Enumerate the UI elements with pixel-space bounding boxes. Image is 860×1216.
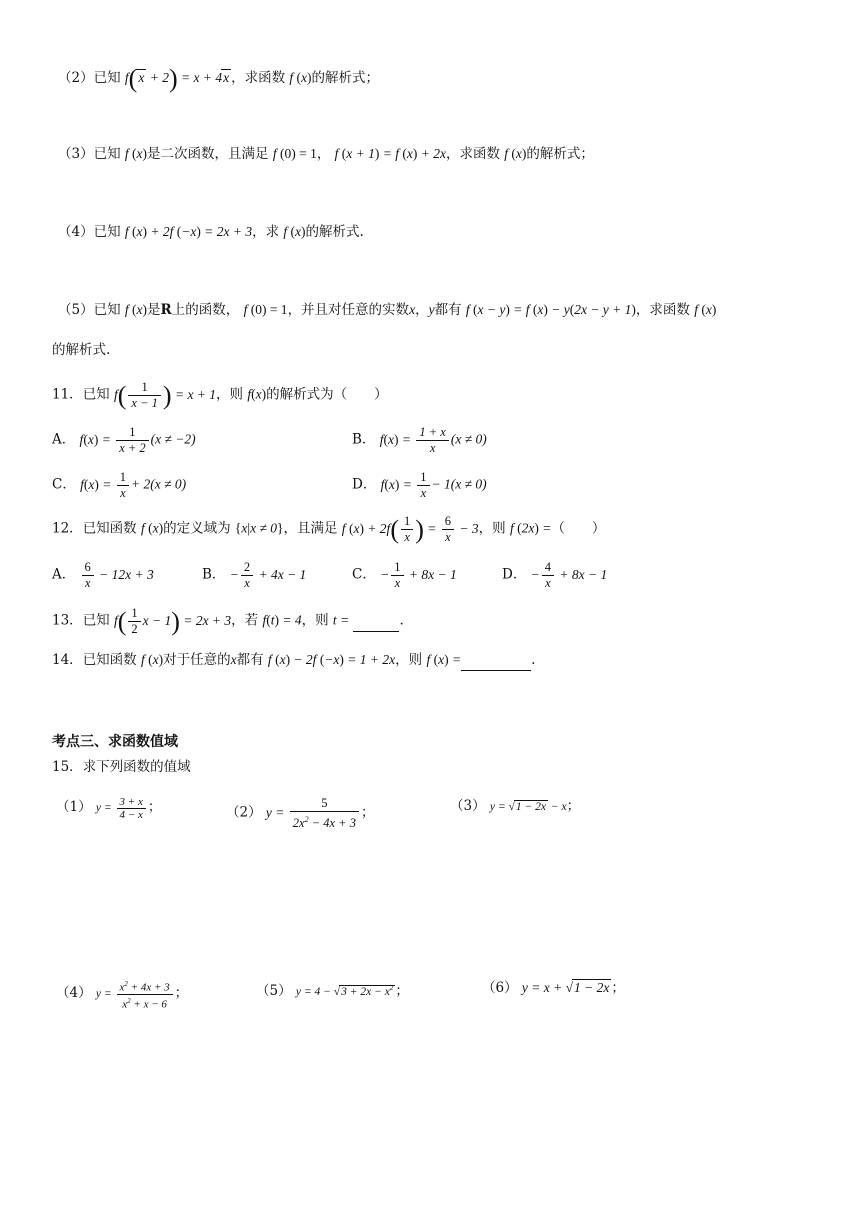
option-12-c[interactable]	[352, 560, 457, 591]
condition: + 2(x ≠ 0)	[131, 476, 187, 492]
option-11-a[interactable]	[52, 425, 196, 456]
option-label: C．	[52, 476, 76, 493]
formula: f( $\frac{1}{2}$ x − 1) = 2x + 3	[113, 606, 232, 636]
formula: f (2x) =	[509, 520, 552, 536]
formula: y = $\frac{5}{2x^2 - 4x + 3}$	[266, 805, 361, 820]
option-11-d[interactable]	[352, 470, 487, 501]
text: ，且满足	[283, 520, 338, 537]
item-number: （4）	[58, 224, 94, 240]
option-label: A．	[52, 431, 76, 448]
sub-label: （4）	[56, 984, 92, 1001]
item-number: （3）	[58, 146, 94, 162]
formula: f(t) = 4	[262, 612, 302, 628]
text: 都有	[236, 652, 264, 668]
section-heading: 考点三、求函数值域	[52, 734, 178, 750]
problem-10-4	[58, 222, 364, 242]
text: 上的函数，	[171, 302, 240, 318]
text: 的解析式.	[52, 342, 111, 358]
text: ，若	[231, 612, 259, 629]
formula: f (x − y) = f (x) − y(2x − y + 1)	[465, 302, 636, 317]
sub-15-4	[56, 978, 188, 1010]
separator: ；	[174, 984, 189, 1001]
sub-15-1	[56, 796, 161, 821]
sub-label: （2）	[226, 804, 262, 821]
answer-blank[interactable]	[461, 650, 531, 671]
question-15	[52, 757, 191, 777]
option-label: D．	[352, 476, 377, 493]
option-label: C．	[352, 566, 376, 583]
formula: y = $\frac{x^2 + 4x + 3}{x^2 + x - 6}$	[96, 988, 175, 1000]
comma: ，	[316, 146, 331, 162]
problem-10-5: （5）已知 f (x)是R上的函数， f (0) = 1，并且对任意的实数x，y都有 f (x − y) = f (x) − y(2x − y + 1)，求函数 f (x)	[58, 302, 717, 318]
sub-label: （1）	[56, 799, 92, 816]
text: 已知	[93, 70, 121, 86]
item-number: 13．	[52, 612, 83, 629]
formula: f (0) = 1	[243, 302, 288, 317]
condition: (x ≠ 0)	[450, 431, 487, 447]
formula: y = √1 − 2x − x	[489, 801, 567, 813]
formula: f (x)	[504, 146, 527, 161]
text: .	[531, 652, 536, 668]
formula: f (x)	[140, 520, 164, 536]
formula: f (x)	[140, 652, 164, 667]
option-label: B．	[202, 566, 226, 583]
text: 都有	[434, 302, 462, 318]
text: 已知函数	[82, 652, 137, 668]
text: ，求	[252, 224, 280, 240]
formula: f (x + 1) = f (x) + 2x	[334, 146, 446, 161]
option-12-d[interactable]	[502, 560, 607, 591]
separator: ；	[147, 799, 162, 816]
question-14	[52, 650, 535, 671]
formula: {x|x ≠ 0}	[234, 520, 284, 536]
sub-15-5	[256, 978, 409, 1002]
formula: f(x) = $\frac{1}{x}$	[80, 477, 131, 492]
item-number: （5）	[58, 302, 94, 318]
text: 是二次函数，且满足	[147, 146, 269, 162]
formula: y = x + √1 − 2x	[521, 980, 610, 995]
separator: ；	[395, 982, 409, 999]
formula: f(x)	[247, 386, 267, 402]
text: 的解析式；	[311, 70, 380, 86]
text: ，并且对任意的实数	[287, 302, 410, 318]
sub-label: （5）	[256, 982, 292, 999]
sub-15-6	[482, 978, 625, 998]
formula: f (x)	[124, 302, 148, 317]
formula: x	[409, 302, 416, 317]
option-label: D．	[502, 566, 527, 583]
formula: − $\frac{4}{x}$ + 8x − 1	[530, 560, 608, 590]
option-12-a[interactable]	[52, 560, 154, 591]
formula: f( $\frac{1}{x - 1}$ ) = x + 1	[113, 380, 217, 410]
text: 是	[147, 302, 161, 318]
text: 的定义域为	[163, 520, 231, 537]
problem-10-5-cont	[52, 340, 110, 360]
item-number: 14．	[52, 652, 83, 668]
option-12-b[interactable]	[202, 560, 306, 591]
formula: f (x) =	[426, 652, 462, 667]
formula: − $\frac{2}{x}$ + 4x − 1	[229, 560, 307, 590]
text: ，则	[216, 386, 244, 403]
formula: $y = 4 - √3 + 2x - x^2$	[295, 984, 394, 998]
text: （ ）	[551, 520, 606, 537]
formula: f(x) = $\frac{1}{x + 2}$	[80, 432, 151, 447]
formula: f (x) − 2f (−x) = 1 + 2x	[267, 652, 396, 667]
formula: f(x) = $\frac{1 + x}{x}$	[380, 432, 451, 447]
text: 的解析式为（ ）	[266, 386, 388, 403]
formula: f (x) + 2f( $\frac{1}{x}$ ) = $\frac{6}{x}$ − 3	[341, 514, 479, 544]
formula: y	[428, 302, 435, 317]
text: 的解析式；	[526, 146, 594, 162]
option-11-b[interactable]	[352, 425, 487, 456]
formula: f(x + 2) = x + 4x	[124, 63, 230, 93]
text: ，则	[301, 612, 329, 629]
text: 已知函数	[82, 520, 137, 537]
item-number: 15．	[52, 759, 83, 775]
formula: f (x)	[694, 302, 717, 317]
sub-15-3	[450, 796, 580, 817]
text: .	[399, 612, 404, 629]
option-11-c[interactable]	[52, 470, 186, 501]
problem-10-2	[58, 63, 380, 93]
text: 已知	[93, 146, 121, 162]
separator: ；	[360, 804, 375, 821]
formula: $\frac{6}{x}$ − 12x + 3	[80, 567, 154, 582]
formula: f(x) = $\frac{1}{x}$	[381, 477, 432, 492]
text: ，则	[478, 520, 506, 537]
formula: t =	[332, 612, 350, 628]
item-number: （2）	[58, 70, 94, 86]
text: ，求函数	[231, 70, 286, 86]
option-label: A．	[52, 566, 76, 583]
text: 对于任意的	[163, 652, 231, 668]
question-12	[52, 514, 605, 545]
formula: f (x)	[289, 70, 312, 85]
formula: f (x) + 2f (−x) = 2x + 3	[124, 224, 253, 239]
sub-label: （3）	[450, 798, 486, 814]
problem-10-3	[58, 144, 594, 164]
text: 已知	[93, 224, 121, 240]
text: 求下列函数的值域	[82, 759, 191, 775]
text: ，则	[395, 652, 423, 668]
formula: f (0) = 1	[272, 146, 317, 161]
text: 已知	[82, 386, 110, 403]
separator: ；	[566, 798, 581, 814]
answer-blank[interactable]	[353, 611, 399, 632]
condition: (x ≠ −2)	[150, 431, 196, 447]
text: 的解析式.	[305, 224, 364, 240]
text: 已知	[82, 612, 110, 629]
question-13	[52, 606, 404, 637]
sub-label: （6）	[482, 980, 518, 996]
formula: − $\frac{1}{x}$ + 8x − 1	[380, 560, 457, 590]
item-number: 12．	[52, 520, 83, 537]
option-label: B．	[352, 431, 376, 448]
question-11	[52, 380, 388, 411]
real-set-symbol: R	[160, 302, 172, 318]
formula: y = $\frac{3 + x}{4 - x}$	[96, 802, 148, 814]
text: ，求函数	[445, 146, 500, 162]
separator: ；	[611, 980, 625, 996]
formula: x	[230, 652, 237, 667]
text: ，求函数	[635, 302, 690, 318]
condition: − 1(x ≠ 0)	[431, 476, 487, 492]
text: 已知	[93, 302, 121, 318]
formula: f (x)	[283, 224, 306, 239]
item-number: 11．	[52, 386, 83, 403]
formula: f (x)	[124, 146, 148, 161]
sub-15-2	[226, 796, 374, 831]
